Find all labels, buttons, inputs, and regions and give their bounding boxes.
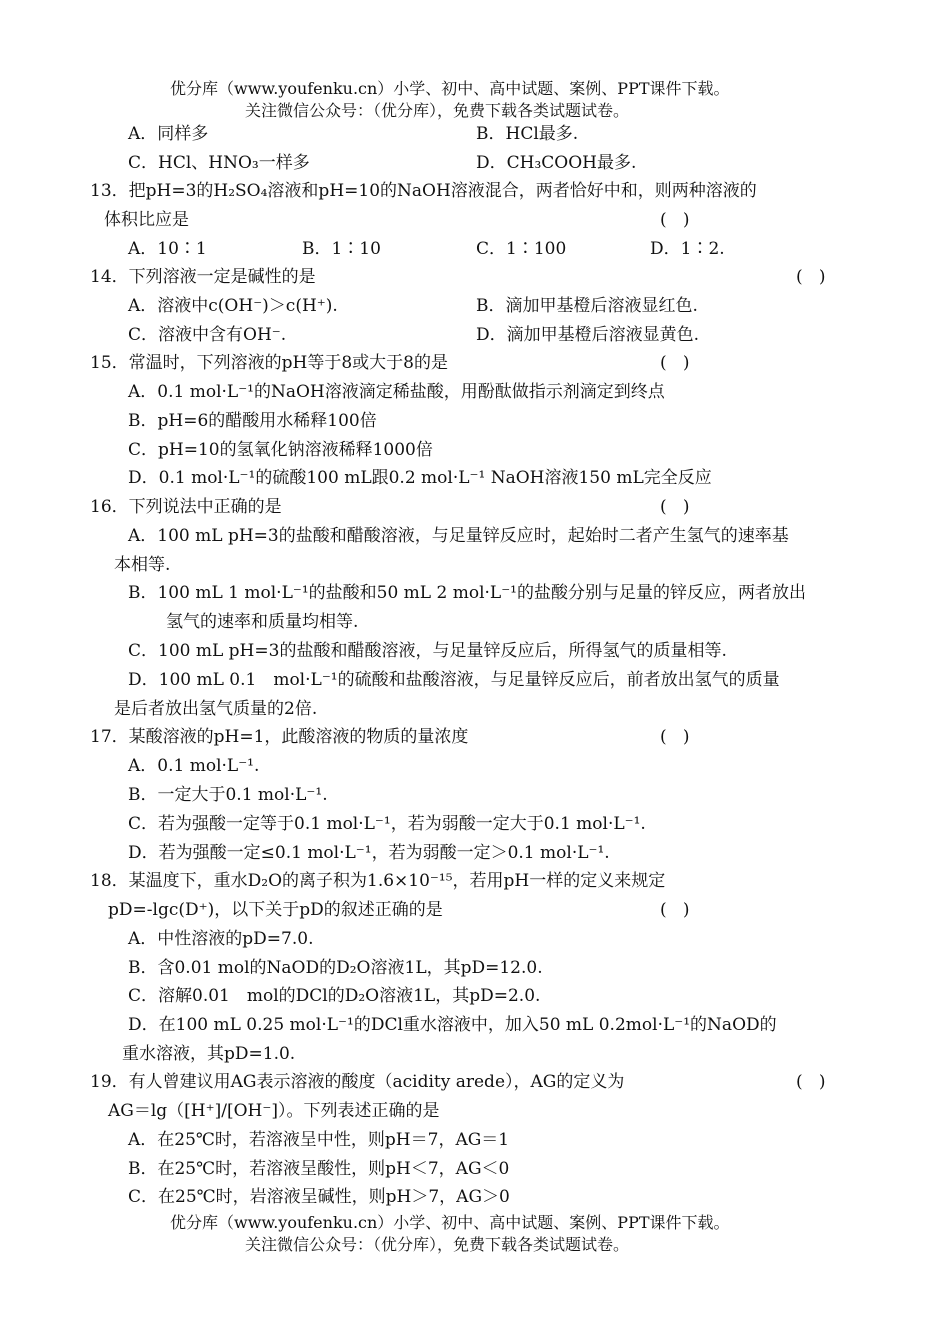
q18-option-d-line-1: D．在100 mL 0.25 mol·L⁻¹的DCl重水溶液中，加入50 mL 0.2mol·L⁻¹的NaOD的	[128, 1015, 777, 1035]
q18-option-a: A．中性溶液的pD=7.0.	[128, 929, 314, 949]
q18-option-d-line-2: 重水溶液，其pD=1.0.	[122, 1044, 296, 1064]
q16-option-b-line-1: B．100 mL 1 mol·L⁻¹的盐酸和50 mL 2 mol·L⁻¹的盐酸分别与足量的锌反应，两者放出	[128, 583, 806, 603]
header-line-1: 优分库（www.youfenku.cn）小学、初中、高中试题、案例、PPT课件下载。	[170, 79, 730, 98]
q15-answer-blank: ( )	[660, 353, 690, 373]
q13-answer-blank: ( )	[660, 210, 690, 230]
footer-line-2: 关注微信公众号：（优分库），免费下载各类试题试卷。	[245, 1235, 630, 1254]
q17-option-d: D．若为强酸一定≤0.1 mol·L⁻¹，若为弱酸一定＞0.1 mol·L⁻¹.	[128, 843, 610, 863]
q18-answer-blank: ( )	[660, 900, 690, 920]
q15-option-c: C．pH=10的氢氧化钠溶液稀释1000倍	[128, 440, 433, 460]
q15-stem: 15．常温时，下列溶液的pH等于8或大于8的是	[90, 353, 448, 373]
q13-option-a: A．10∶1	[128, 239, 207, 259]
q19-stem-line-1: 19．有人曾建议用AG表示溶液的酸度（acidity arede），AG的定义为	[90, 1072, 625, 1092]
q14-stem: 14．下列溶液一定是碱性的是	[90, 267, 316, 287]
q16-answer-blank: ( )	[660, 497, 690, 517]
q16-option-a-line-2: 本相等.	[114, 555, 171, 575]
q18-option-c: C．溶解0.01 mol的DCl的D₂O溶液1L，其pD=2.0.	[128, 986, 541, 1006]
q17-answer-blank: ( )	[660, 727, 690, 747]
q15-option-a: A．0.1 mol·L⁻¹的NaOH溶液滴定稀盐酸，用酚酞做指示剂滴定到终点	[128, 382, 665, 402]
q17-stem: 17．某酸溶液的pH=1，此酸溶液的物质的量浓度	[90, 727, 469, 747]
q18-stem-line-2: pD=-lgc(D⁺)，以下关于pD的叙述正确的是	[108, 900, 443, 920]
q13-stem-line-2: 体积比应是	[104, 210, 189, 230]
q14-option-b: B．滴加甲基橙后溶液显红色.	[476, 296, 698, 316]
q19-option-c: C．在25℃时，岩溶液呈碱性，则pH＞7，AG＞0	[128, 1187, 510, 1207]
q19-answer-blank: ( )	[796, 1072, 826, 1092]
q14-answer-blank: ( )	[796, 267, 826, 287]
q12-option-c: C．HCl、HNO₃一样多	[128, 153, 310, 173]
q19-option-a: A．在25℃时，若溶液呈中性，则pH＝7，AG＝1	[128, 1130, 510, 1150]
q14-option-d: D．滴加甲基橙后溶液显黄色.	[476, 325, 700, 345]
q13-option-d: D．1∶2.	[650, 239, 725, 259]
footer-line-1: 优分库（www.youfenku.cn）小学、初中、高中试题、案例、PPT课件下载。	[170, 1213, 730, 1232]
q19-option-b: B．在25℃时，若溶液呈酸性，则pH＜7，AG＜0	[128, 1159, 510, 1179]
q17-option-a: A．0.1 mol·L⁻¹.	[128, 756, 260, 776]
q12-option-b: B．HCl最多.	[476, 124, 579, 144]
q14-option-c: C．溶液中含有OH⁻.	[128, 325, 287, 345]
q13-option-c: C．1∶100	[476, 239, 567, 259]
q15-option-b: B．pH=6的醋酸用水稀释100倍	[128, 411, 377, 431]
q18-stem-line-1: 18．某温度下，重水D₂O的离子积为1.6×10⁻¹⁵，若用pH一样的定义来规定	[90, 871, 666, 891]
q16-option-d-line-2: 是后者放出氢气质量的2倍.	[114, 699, 318, 719]
q19-stem-line-2: AG＝lg（[H⁺]/[OH⁻]）。下列表述正确的是	[108, 1101, 440, 1121]
q16-option-c: C．100 mL pH=3的盐酸和醋酸溶液，与足量锌反应后，所得氢气的质量相等.	[128, 641, 727, 661]
q17-option-c: C．若为强酸一定等于0.1 mol·L⁻¹，若为弱酸一定大于0.1 mol·L⁻¹.	[128, 814, 646, 834]
q13-stem-line-1: 13．把pH=3的H₂SO₄溶液和pH=10的NaOH溶液混合，两者恰好中和，则两种溶液的	[90, 181, 757, 201]
q18-option-b: B．含0.01 mol的NaOD的D₂O溶液1L，其pD=12.0.	[128, 958, 543, 978]
q16-option-a-line-1: A．100 mL pH=3的盐酸和醋酸溶液，与足量锌反应时，起始时二者产生氢气的速率基	[128, 526, 789, 546]
q13-option-b: B．1∶10	[302, 239, 381, 259]
q14-option-a: A．溶液中c(OH⁻)＞c(H⁺).	[128, 296, 338, 316]
q17-option-b: B．一定大于0.1 mol·L⁻¹.	[128, 785, 328, 805]
q12-option-d: D．CH₃COOH最多.	[476, 153, 637, 173]
q16-option-b-line-2: 氢气的速率和质量均相等.	[166, 612, 359, 632]
q15-option-d: D．0.1 mol·L⁻¹的硫酸100 mL跟0.2 mol·L⁻¹ NaOH溶液150 mL完全反应	[128, 468, 712, 488]
q16-option-d-line-1: D．100 mL 0.1 mol·L⁻¹的硫酸和盐酸溶液，与足量锌反应后，前者放出氢气的质量	[128, 670, 780, 690]
q12-option-a: A．同样多	[128, 124, 209, 144]
header-line-2: 关注微信公众号：（优分库），免费下载各类试题试卷。	[245, 101, 630, 120]
q16-stem: 16．下列说法中正确的是	[90, 497, 282, 517]
